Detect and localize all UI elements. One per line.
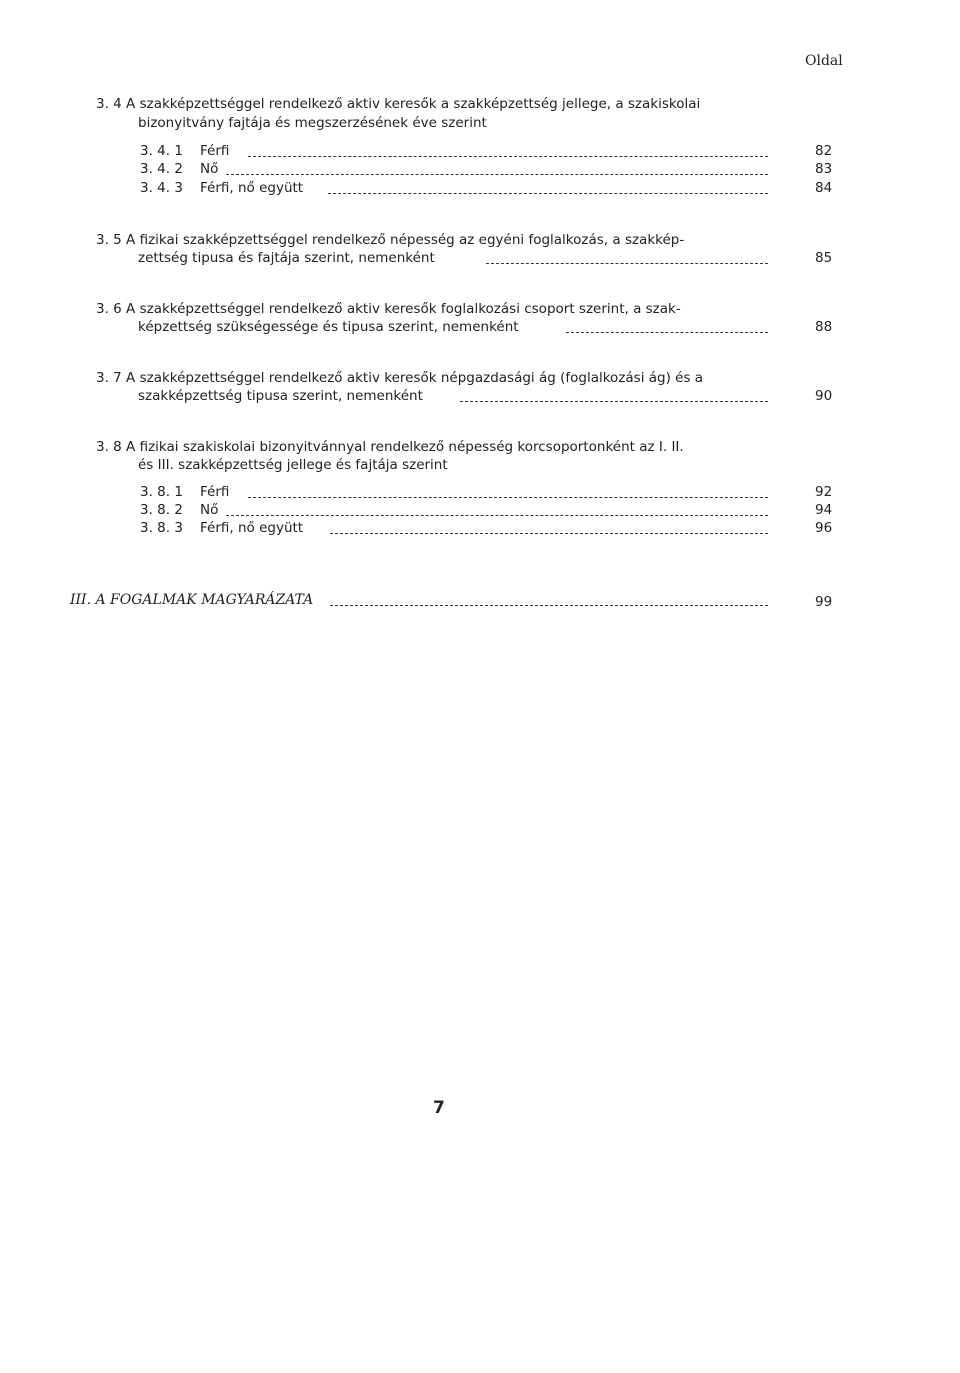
section-3-4-title-line1: 3. 4 A szakképzettséggel rendelkező aktiv keresők a szakképzettség jellege, a szakiskolai [96, 96, 701, 112]
item-3-4-2-number: 3. 4. 2 [140, 161, 183, 177]
page-number: 7 [433, 1098, 445, 1118]
leader-dots [248, 497, 768, 498]
section-3-5-page: 85 [815, 250, 833, 266]
item-3-8-1-page: 92 [815, 484, 833, 500]
item-3-8-3-label: Férfi, nő együtt [200, 520, 304, 536]
item-3-4-3-page: 84 [815, 180, 833, 196]
section-3-6-title-line1: 3. 6 A szakképzettséggel rendelkező aktiv keresők foglalkozási csoport szerint, a szak- [96, 301, 681, 317]
section-3-7-title-line2: szakképzettség tipusa szerint, nemenként [138, 388, 423, 404]
leader-dots [460, 401, 768, 402]
section-3-8-title-line1: 3. 8 A fizikai szakiskolai bizonyitvánnyal rendelkező népesség korcsoportonként az I. II. [96, 439, 684, 455]
leader-dots [330, 605, 768, 606]
section-3-6-title-line2: képzettség szükségessége és tipusa szerint, nemenként [138, 319, 519, 335]
item-3-8-2-page: 94 [815, 502, 833, 518]
item-3-8-3-page: 96 [815, 520, 833, 536]
leader-dots [566, 332, 768, 333]
item-3-8-2-number: 3. 8. 2 [140, 502, 183, 518]
item-3-4-1-number: 3. 4. 1 [140, 143, 183, 159]
item-3-4-3-label: Férfi, nő együtt [200, 180, 304, 196]
leader-dots [486, 263, 768, 264]
item-3-4-3-number: 3. 4. 3 [140, 180, 183, 196]
chapter-3-page: 99 [815, 594, 833, 610]
section-3-7-page: 90 [815, 388, 833, 404]
item-3-4-1-label: Férfi [200, 143, 230, 159]
section-3-5-title-line1: 3. 5 A fizikai szakképzettséggel rendelkező népesség az egyéni foglalkozás, a szakkép- [96, 232, 685, 248]
leader-dots [248, 156, 768, 157]
chapter-3-title: III. A FOGALMAK MAGYARÁZATA [70, 592, 314, 608]
leader-dots [328, 193, 768, 194]
section-3-8-title-line2: és III. szakképzettség jellege és fajtája szerint [138, 457, 448, 473]
leader-dots [226, 515, 768, 516]
page-label: Oldal [805, 53, 843, 69]
section-3-4-title-line2: bizonyitvány fajtája és megszerzésének éve szerint [138, 115, 487, 131]
item-3-8-3-number: 3. 8. 3 [140, 520, 183, 536]
item-3-4-1-page: 82 [815, 143, 833, 159]
item-3-4-2-label: Nő [200, 161, 219, 177]
item-3-8-2-label: Nő [200, 502, 219, 518]
leader-dots [330, 533, 768, 534]
section-3-6-page: 88 [815, 319, 833, 335]
leader-dots [226, 174, 768, 175]
item-3-8-1-number: 3. 8. 1 [140, 484, 183, 500]
section-3-7-title-line1: 3. 7 A szakképzettséggel rendelkező aktiv keresők népgazdasági ág (foglalkozási ág) és a [96, 370, 704, 386]
section-3-5-title-line2: zettség tipusa és fajtája szerint, nemenként [138, 250, 435, 266]
item-3-8-1-label: Férfi [200, 484, 230, 500]
item-3-4-2-page: 83 [815, 161, 833, 177]
